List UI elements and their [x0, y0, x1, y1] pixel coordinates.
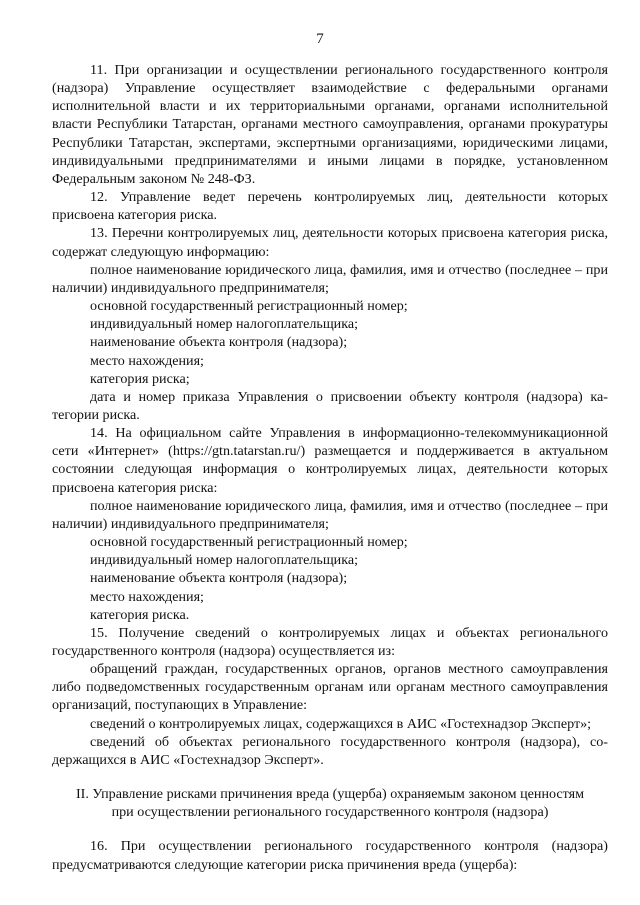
list-item: категория риска.	[90, 606, 190, 623]
list-item: индивидуальный номер налогоплательщика;	[90, 316, 359, 333]
list-item: сведений об объектах регионального государственного контроля (надзора), содержащихся в АИС «Гостехнадзор Эксперт».	[52, 733, 608, 768]
paragraph-15: 15. Получение сведений о контролируемых лицах и объектах регионального государственного контроля (надзора) осуществляется из:	[52, 624, 608, 659]
paragraph-11: 11. При организации и осуществлении регионального государственного контроля (надзора) Управление осуществляет взаимодействие с федеральными органами исполнительной власти и их территориальными органами, органами исполнительной власти Республики Татарстан, органами местного самоуправления, органами прокуратуры Республики Татарстан, экспертами, экспертными организациями, юридическими лицами, индивидуальными предпринимателями и иными лицами в порядке, установленном Федеральным законом № 248-ФЗ.	[52, 62, 608, 187]
paragraph-12: 12. Управление ведет перечень контролируемых лиц, деятельности которых присвоена категория риска.	[52, 189, 608, 224]
paragraph-14: 14. На официальном сайте Управления в информационно-телекоммуникационной сети «Интернет» (https://gtn.tatarstan.ru/) размещается и поддерживается в актуальном состоянии следующая информация о контролируемых лицах, деятельности которых присвоена категория риска:	[52, 425, 608, 496]
page-number: 7	[316, 31, 324, 47]
document-body	[52, 61, 608, 874]
list-item: основной государственный регистрационный номер;	[90, 298, 408, 315]
paragraph-16: 16. При осуществлении регионального государственного контроля (надзора) предусматриваются следующие категории риска причинения вреда (ущерба):	[52, 838, 608, 873]
paragraph-13: 13. Перечни контролируемых лиц, деятельности которых присвоена категория риска, содержат следующую информацию:	[52, 225, 608, 260]
list-item: полное наименование юридического лица, фамилия, имя и отчество (последнее – при наличии) индивидуального предпринимателя;	[52, 497, 608, 532]
list-item: место нахождения;	[90, 588, 204, 605]
list-item: обращений граждан, государственных органов, органов местного самоуправления либо подведомственных государственным органам или органам местного самоуправления организаций, поступающих в Управление:	[52, 661, 608, 714]
section-heading-line-2: при осуществлении регионального государственного контроля (надзора)	[111, 804, 549, 821]
list-item: категория риска;	[90, 370, 190, 387]
section-heading	[52, 785, 608, 821]
list-item: место нахождения;	[90, 352, 204, 369]
section-heading-line-1: II. Управление рисками причинения вреда (ущерба) охраняемым законом ценностям	[75, 786, 585, 803]
list-item: основной государственный регистрационный номер;	[90, 534, 408, 551]
list-item: индивидуальный номер налогоплательщика;	[90, 552, 359, 569]
list-item: наименование объекта контроля (надзора);	[90, 334, 348, 351]
list-item: сведений о контролируемых лицах, содержащихся в АИС «Гостехнадзор Эксперт»;	[90, 715, 592, 732]
list-item: полное наименование юридического лица, фамилия, имя и отчество (последнее – при наличии) индивидуального предпринимателя;	[52, 261, 608, 296]
list-item: дата и номер приказа Управления о присвоении объекту контроля (надзора) категории риска.	[52, 388, 608, 423]
list-item: наименование объекта контроля (надзора);	[90, 570, 348, 587]
